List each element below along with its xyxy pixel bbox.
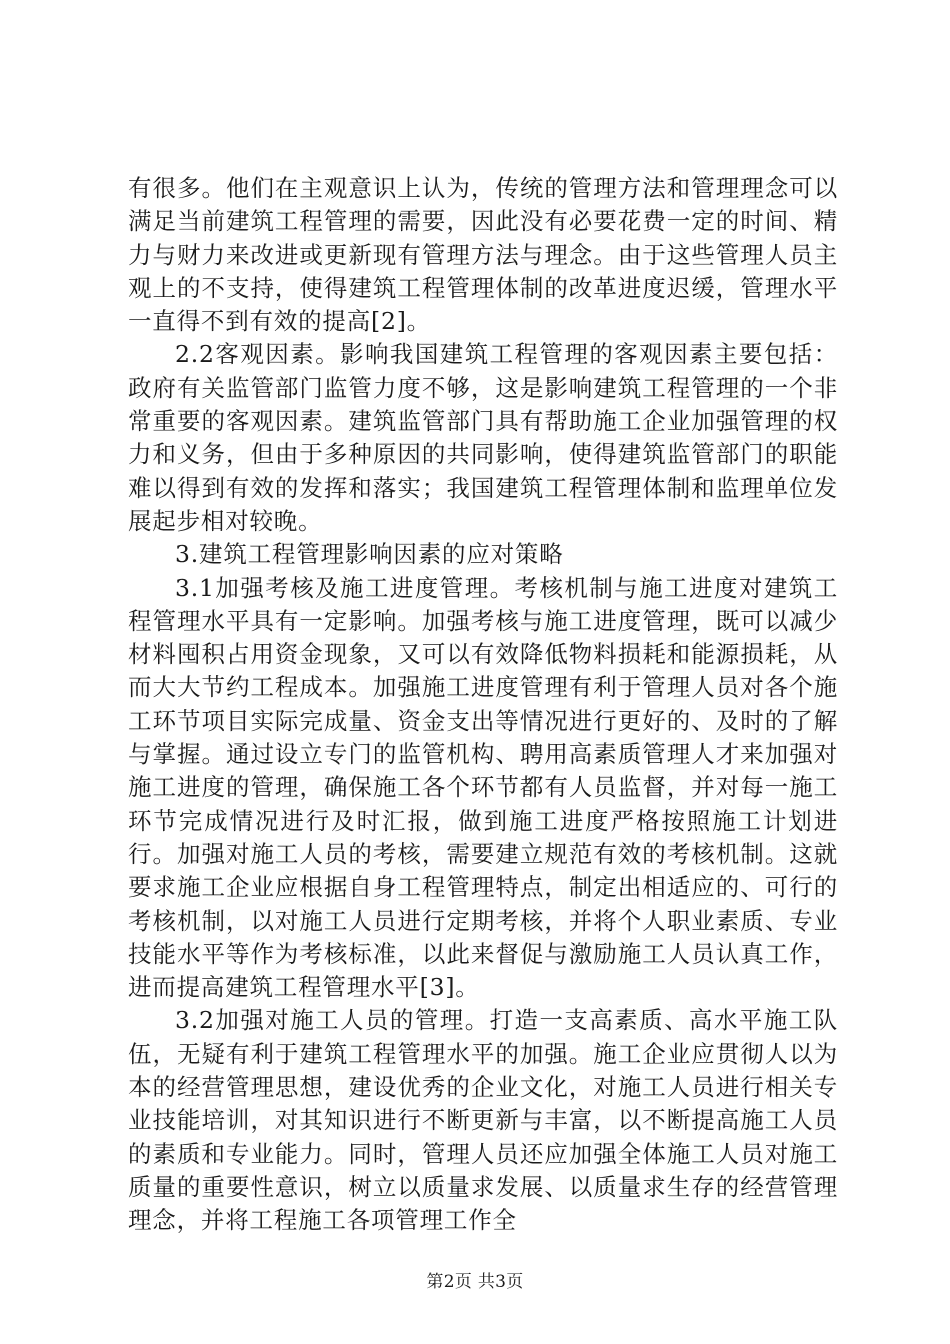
document-body xyxy=(128,172,838,1238)
paragraph-continuation: 有很多。他们在主观意识上认为，传统的管理方法和管理理念可以满足当前建筑工程管理的需要，因此没有必要花费一定的时间、精力与财力来改进或更新现有管理方法与理念。由于这些管理人员主观上的不支持，使得建筑工程管理体制的改革进度迟缓，管理水平一直得不到有效的提高[2]。 xyxy=(128,174,838,336)
section-heading-strategies: 3.建筑工程管理影响因素的应对策略 xyxy=(175,540,564,569)
paragraph-personnel-management: 3.2加强对施工人员的管理。打造一支高素质、高水平施工队伍，无疑有利于建筑工程管理水平的加强。施工企业应贯彻人以为本的经营管理思想，建设优秀的企业文化，对施工人员进行相关专业技能培训，对其知识进行不断更新与丰富，以不断提高施工人员的素质和专业能力。同时，管理人员还应加强全体施工人员对施工质量的重要性意识，树立以质量求发展、以质量求生存的经营管理理念，并将工程施工各项管理工作全 xyxy=(128,1006,838,1235)
page-number-footer: 第2页 共3页 xyxy=(426,1272,524,1292)
paragraph-assessment-progress: 3.1加强考核及施工进度管理。考核机制与施工进度对建筑工程管理水平具有一定影响。加强考核与施工进度管理，既可以减少材料囤积占用资金现象，又可以有效降低物料损耗和能源损耗，从而大大节约工程成本。加强施工进度管理有利于管理人员对各个施工环节项目实际完成量、资金支出等情况进行更好的、及时的了解与掌握。通过设立专门的监管机构、聘用高素质管理人才来加强对施工进度的管理，确保施工各个环节都有人员监督，并对每一施工环节完成情况进行及时汇报，做到施工进度严格按照施工计划进行。加强对施工人员的考核，需要建立规范有效的考核机制。这就要求施工企业应根据自身工程管理特点，制定出相适应的、可行的考核机制，以对施工人员进行定期考核，并将个人职业素质、专业技能水平等作为考核标准，以此来督促与激励施工人员认真工作，进而提高建筑工程管理水平[3]。 xyxy=(128,573,838,1002)
paragraph-objective-factors: 2.2客观因素。影响我国建筑工程管理的客观因素主要包括：政府有关监管部门监管力度不够，这是影响建筑工程管理的一个非常重要的客观因素。建筑监管部门具有帮助施工企业加强管理的权力和义务，但由于多种原因的共同影响，使得建筑监管部门的职能难以得到有效的发挥和落实；我国建筑工程管理体制和监理单位发展起步相对较晚。 xyxy=(128,340,838,535)
